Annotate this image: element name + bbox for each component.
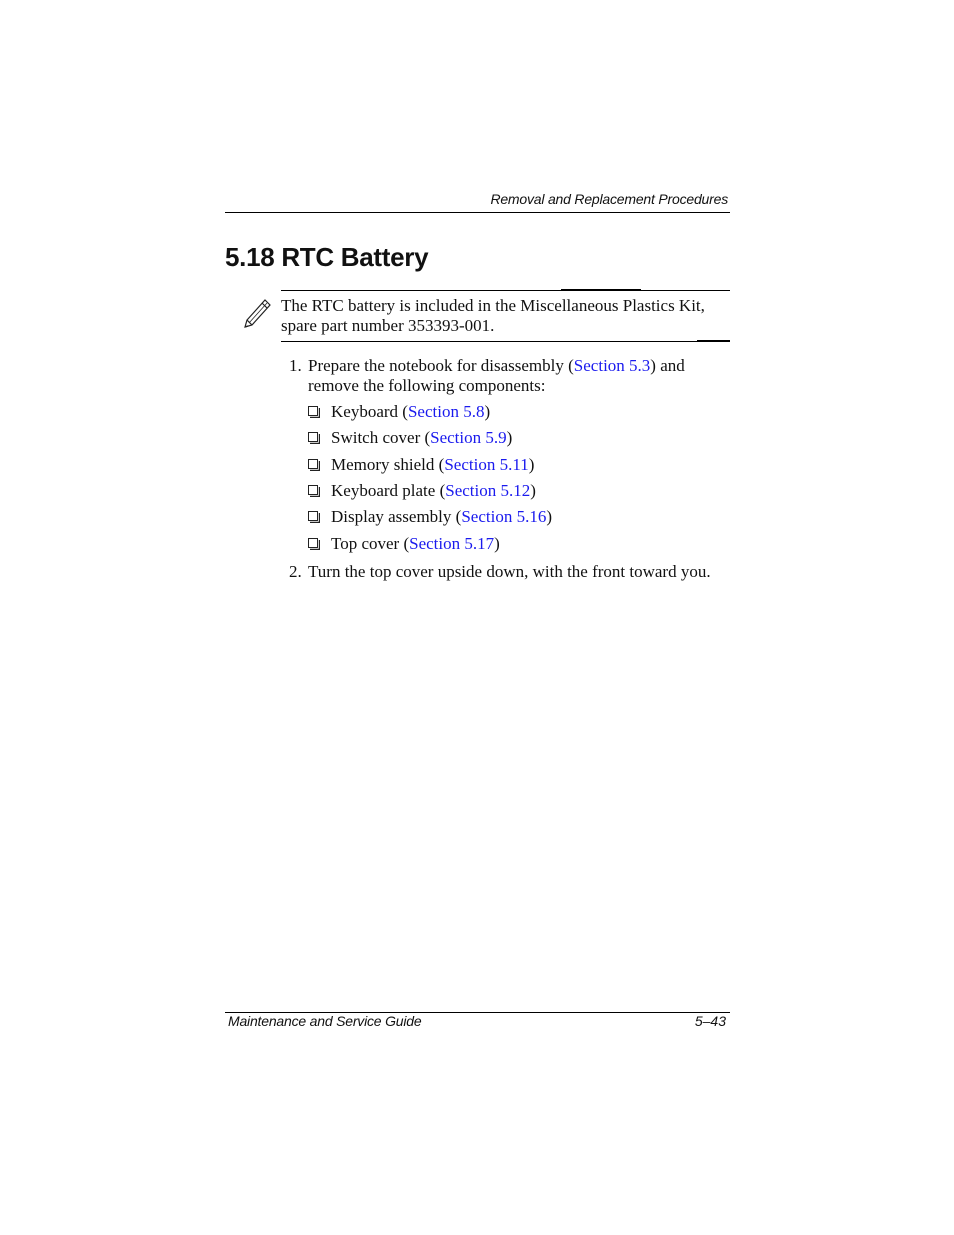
note-bottom-rule-accent <box>697 340 730 342</box>
component-label: Memory shield ( <box>331 455 445 474</box>
component-label: Keyboard plate ( <box>331 481 446 500</box>
section-link[interactable]: Section 5.12 <box>445 481 531 500</box>
component-close: ) <box>528 455 535 474</box>
step-number: 1. <box>289 356 302 375</box>
step-body <box>308 356 734 395</box>
component-item-display-assembly <box>308 507 552 527</box>
component-item-keyboard <box>308 402 490 422</box>
component-close: ) <box>494 534 500 553</box>
component-item-switch-cover <box>308 428 512 448</box>
step-body: Turn the top cover upside down, with the front toward you. <box>308 562 711 581</box>
step-number: 2. <box>289 562 302 581</box>
component-close: ) <box>484 402 491 421</box>
note-text: The RTC battery is included in the Miscellaneous Plastics Kit, spare part number 353393-001. <box>281 296 705 335</box>
step-text: ) and remove the following components: <box>308 356 685 395</box>
component-close: ) <box>506 428 513 447</box>
section-link[interactable]: Section 5.3 <box>573 356 651 375</box>
checkbox-icon <box>308 507 331 527</box>
checkbox-icon <box>308 481 331 501</box>
component-close: ) <box>530 481 536 500</box>
pencil-note-icon <box>242 296 274 330</box>
step-2 <box>289 562 734 582</box>
section-link[interactable]: Section 5.17 <box>409 534 495 553</box>
note-top-rule <box>281 290 730 291</box>
component-label: Switch cover ( <box>331 428 431 447</box>
section-link[interactable]: Section 5.8 <box>407 402 485 421</box>
section-link[interactable]: Section 5.16 <box>461 507 547 526</box>
component-close: ) <box>546 507 552 526</box>
component-label: Keyboard ( <box>331 402 408 421</box>
component-label: Display assembly ( <box>331 507 462 526</box>
footer-guide-title: Maintenance and Service Guide <box>228 1013 422 1029</box>
section-link[interactable]: Section 5.11 <box>444 455 529 474</box>
component-item-keyboard-plate <box>308 481 536 501</box>
step-text: Prepare the notebook for disassembly ( <box>308 356 574 375</box>
checkbox-icon <box>308 534 331 554</box>
step-1 <box>289 356 734 395</box>
checkbox-icon <box>308 402 331 422</box>
note-top-rule-accent <box>561 289 641 291</box>
component-label: Top cover ( <box>331 534 410 553</box>
running-header: Removal and Replacement Procedures <box>490 191 728 207</box>
checkbox-icon <box>308 428 331 448</box>
component-item-memory-shield <box>308 455 534 475</box>
component-item-top-cover <box>308 534 500 554</box>
section-link[interactable]: Section 5.9 <box>430 428 507 447</box>
footer-page-number: 5–43 <box>694 1013 726 1029</box>
checkbox-icon <box>308 455 331 475</box>
header-rule <box>225 212 730 213</box>
note-bottom-rule <box>281 341 730 342</box>
section-title: 5.18 RTC Battery <box>225 242 429 272</box>
